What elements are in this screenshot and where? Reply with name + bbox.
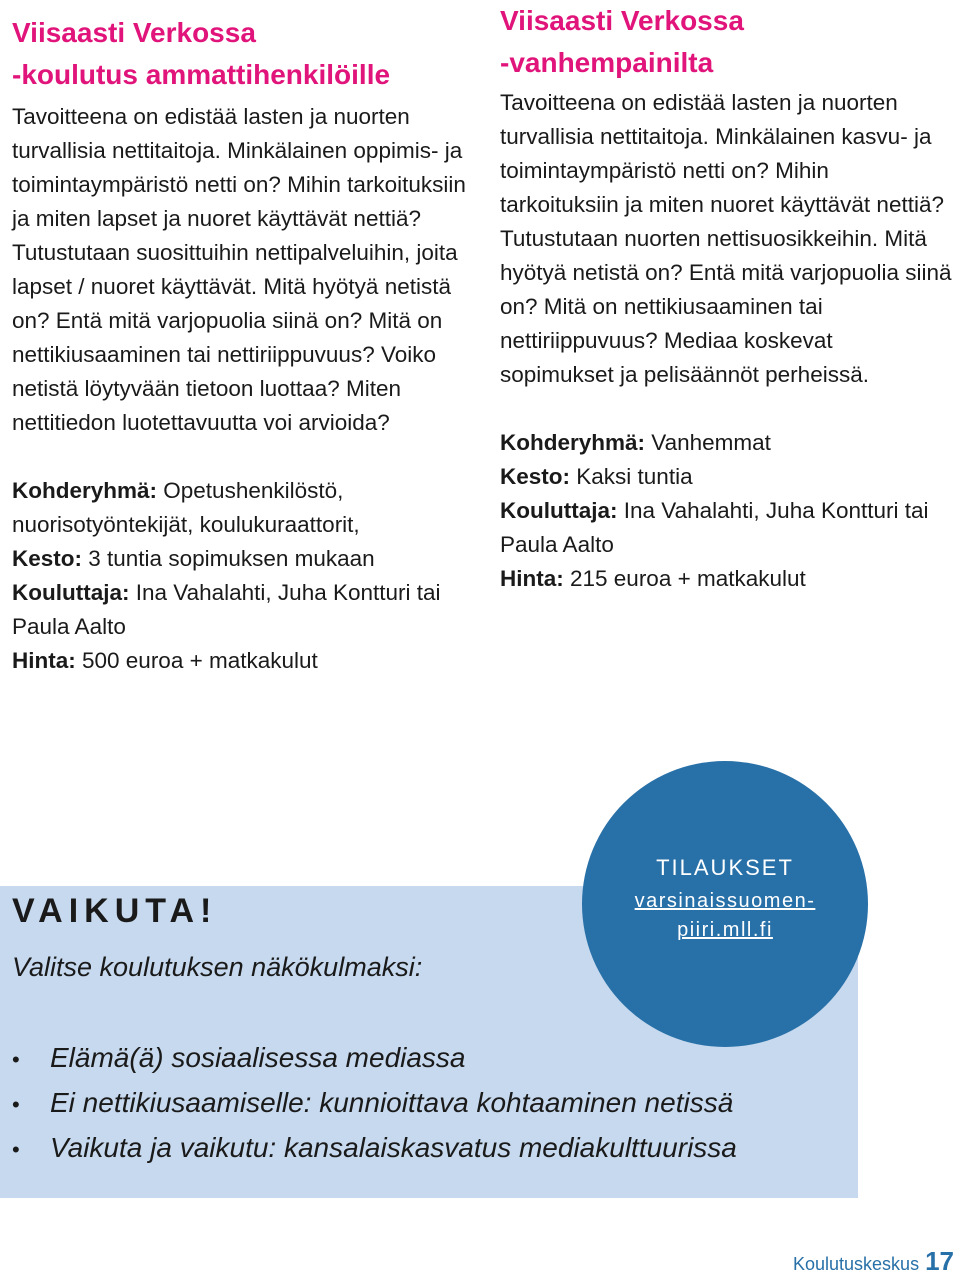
list-item: • Elämä(ä) sosiaalisessa mediassa bbox=[12, 1036, 737, 1081]
callout-subheading: Valitse koulutuksen näkökulmaksi: bbox=[12, 952, 423, 982]
left-title-line1: Viisaasti Verkossa bbox=[12, 17, 256, 48]
left-trainer: Kouluttaja: Ina Vahalahti, Juha Kontturi tai Paula Aalto bbox=[12, 580, 441, 639]
right-column bbox=[500, 0, 952, 596]
right-title bbox=[500, 0, 952, 84]
page-footer bbox=[793, 1246, 954, 1279]
right-target-group: Kohderyhmä: Vanhemmat bbox=[500, 430, 771, 455]
left-column bbox=[12, 0, 482, 678]
bullet-icon: • bbox=[12, 1047, 20, 1072]
right-duration: Kesto: Kaksi tuntia bbox=[500, 464, 693, 489]
order-link[interactable]: varsinaissuomen- piiri.mll.fi bbox=[634, 890, 816, 941]
right-title-line2: -vanhempainilta bbox=[500, 47, 714, 78]
list-item: • Ei nettikiusaamiselle: kunnioittava kohtaaminen netissä bbox=[12, 1081, 737, 1126]
perspective-list bbox=[12, 1036, 737, 1171]
right-meta bbox=[500, 426, 952, 596]
left-description: Tavoitteena on edistää lasten ja nuorten turvallisia nettitaitoja. Minkälainen oppimis- ja toimintaympäristö netti on? Mihin tarkoituksiin ja miten lapset ja nuoret käyttävät nettiä? Tutustutaan suosittuihin nettipalveluihin, joita lapset / nuoret käyttävät. Mitä hyötyä netistä on? Entä mitä varjopuolia siinä on? Mitä on nettikiusaaminen tai nettiriippuvuus? Voiko netistä löytyvään tietoon luottaa? Miten nettitiedon luotettavuutta voi arvioida? bbox=[12, 104, 466, 435]
left-duration: Kesto: 3 tuntia sopimuksen mukaan bbox=[12, 546, 375, 571]
right-trainer: Kouluttaja: Ina Vahalahti, Juha Kontturi tai Paula Aalto bbox=[500, 498, 929, 557]
order-badge bbox=[582, 761, 868, 1047]
right-title-line1: Viisaasti Verkossa bbox=[500, 5, 744, 36]
page-number: 17 bbox=[925, 1246, 954, 1276]
callout-heading: VAIKUTA! bbox=[12, 892, 218, 930]
bullet-icon: • bbox=[12, 1137, 20, 1162]
list-item: • Vaikuta ja vaikutu: kansalaiskasvatus mediakulttuurissa bbox=[12, 1126, 737, 1171]
footer-section-name: Koulutuskeskus bbox=[793, 1254, 920, 1274]
left-title bbox=[12, 12, 482, 96]
right-description: Tavoitteena on edistää lasten ja nuorten turvallisia nettitaitoja. Minkälainen kasvu- ja toimintaympäristö netti on? Mihin tarkoituksiin ja miten nuoret käyttävät nettiä? Tutustutaan nuorten nettisuosikkeihin. Mitä hyötyä netistä on? Entä mitä varjopuolia siinä on? Mitä on nettikiusaaminen tai nettiriippuvuus? Mediaa koskevat sopimukset ja pelisäännöt perheissä. bbox=[500, 90, 952, 387]
left-title-line2: -koulutus ammattihenkilöille bbox=[12, 59, 391, 90]
right-price: Hinta: 215 euroa + matkakulut bbox=[500, 566, 806, 591]
left-meta bbox=[12, 474, 482, 678]
order-badge-title: TILAUKSET bbox=[656, 855, 794, 880]
bullet-icon: • bbox=[12, 1092, 20, 1117]
left-target-group: Kohderyhmä: Opetushenkilöstö, nuorisotyöntekijät, koulukuraattorit, bbox=[12, 478, 360, 537]
left-price: Hinta: 500 euroa + matkakulut bbox=[12, 648, 318, 673]
